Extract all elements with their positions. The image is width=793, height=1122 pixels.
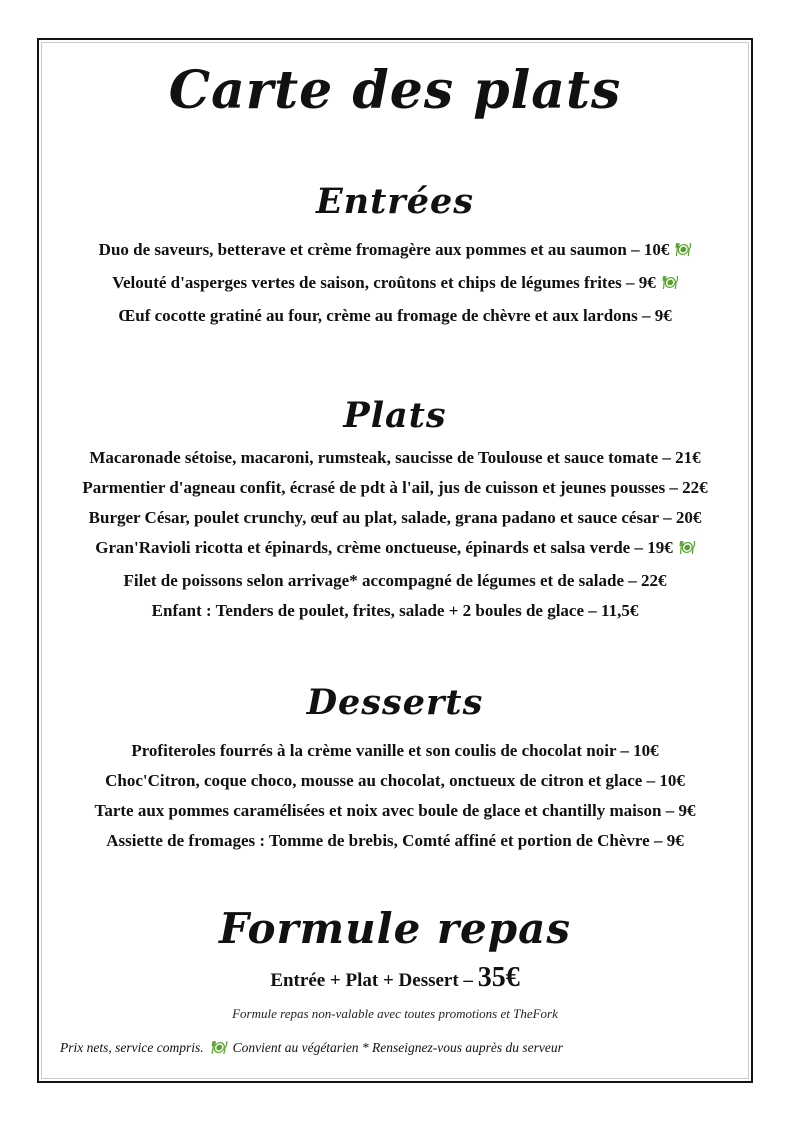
page-title: Carte des plats [168,60,622,121]
menu-item-label: Gran'Ravioli ricotta et épinards, crème onctueuse, épinards et salsa verde – 19€ [95,537,673,557]
formule-text: Entrée + Plat + Dessert – [270,969,478,991]
menu-item [42,533,748,566]
formule-price: 35€ [477,961,520,993]
formule-heading: Formule repas [218,903,571,953]
menu-item [42,766,748,796]
menu-item-label: Tarte aux pommes caramélisées et noix avec boule de glace et chantilly maison – 9€ [94,800,696,820]
menu-item [42,443,748,473]
vegetarian-icon [659,271,679,301]
menu-page-inner-border [41,42,749,1079]
menu-item [42,596,748,626]
menu-item-label: Assiette de fromages : Tomme de brebis, Comté affiné et portion de Chèvre – 9€ [106,830,684,850]
menu-item-label: Duo de saveurs, betterave et crème fromagère aux pommes et au saumon – 10€ [98,239,670,259]
menu-item [42,796,748,826]
vegetarian-icon [208,1039,229,1060]
menu-item [42,736,748,766]
formule-line [42,962,748,994]
vegetarian-icon [676,536,696,566]
footer-left-text: Prix nets, service compris. [60,1040,204,1055]
vegetarian-icon [673,238,693,268]
footer-right-text: Convient au végétarien * Renseignez-vous auprès du serveur [232,1040,563,1055]
menu-item-label: Profiteroles fourrés à la crème vanille et son coulis de chocolat noir – 10€ [131,740,659,760]
menu-item-label: Velouté d'asperges vertes de saison, croûtons et chips de légumes frites – 9€ [112,272,656,292]
menu-item-label: Parmentier d'agneau confit, écrasé de pdt à l'ail, jus de cuisson et jeunes pousses – 22€ [82,477,708,497]
menu-item-label: Burger César, poulet crunchy, œuf au plat, salade, grana padano et sauce césar – 20€ [88,507,702,527]
section-heading-plats: Plats [343,394,447,436]
menu-item-label: Choc'Citron, coque choco, mousse au chocolat, onctueux de citron et glace – 10€ [105,770,685,790]
menu-item [42,503,748,533]
entrees-list [42,235,748,331]
menu-item [42,826,748,856]
section-heading-entrees: Entrées [316,180,474,222]
menu-item-label: Enfant : Tenders de poulet, frites, salade + 2 boules de glace – 11,5€ [151,600,639,620]
menu-item [42,473,748,503]
menu-item-label: Macaronade sétoise, macaroni, rumsteak, saucisse de Toulouse et sauce tomate – 21€ [89,447,701,467]
menu-item [42,235,748,268]
menu-item [42,566,748,596]
section-heading-desserts: Desserts [306,681,484,723]
menu-item-label: Filet de poissons selon arrivage* accompagné de légumes et de salade – 22€ [123,570,667,590]
desserts-list [42,736,748,856]
formule-note: Formule repas non-valable avec toutes promotions et TheFork [232,1005,558,1021]
menu-content [42,43,748,1078]
menu-page-border [37,38,753,1083]
menu-item [42,301,748,331]
menu-item-label: Œuf cocotte gratiné au four, crème au fromage de chèvre et aux lardons – 9€ [118,305,672,325]
plats-list [42,443,748,626]
footer-note [60,1039,563,1060]
menu-item [42,268,748,301]
